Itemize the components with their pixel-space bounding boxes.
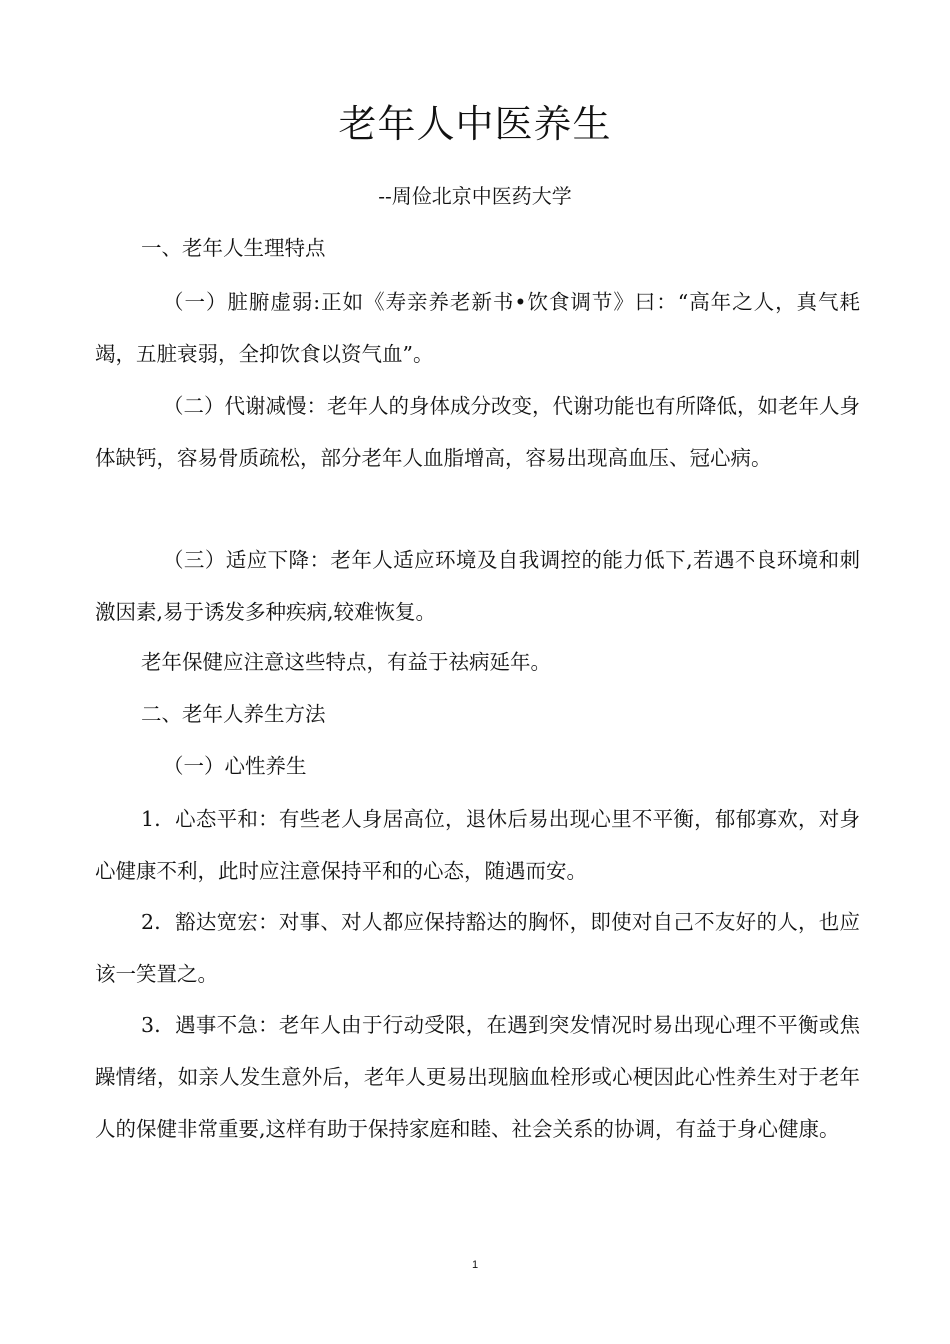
paragraph-1-3: （三）适应下降：老年人适应环境及自我调控的能力低下,若遇不良环境和刺激因素,易于诱发多种疾病,较难恢复。 xyxy=(95,548,860,624)
page-number: 1 xyxy=(471,1259,479,1271)
subsection-heading: （一）心性养生 xyxy=(163,754,307,778)
list-item-3: 3．遇事不急：老年人由于行动受限，在遇到突发情况时易出现心理不平衡或焦躁情绪，如亲人发生意外后，老年人更易出现脑血栓形或心梗因此心性养生对于老年人的保健非常重要,这样有助于保持家庭和睦、社会关系的协调，有益于身心健康。 xyxy=(95,1013,860,1141)
paragraph-1-1: （一）脏腑虚弱:正如《寿亲养老新书•饮食调节》曰：“高年之人，真气耗竭，五脏衰弱，全抑饮食以资气血”。 xyxy=(95,290,860,366)
list-item-1: 1．心态平和：有些老人身居高位，退休后易出现心里不平衡，郁郁寡欢，对身心健康不利，此时应注意保持平和的心态，随遇而安。 xyxy=(95,807,860,883)
paragraph-summary: 老年保健应注意这些特点，有益于祛病延年。 xyxy=(141,650,551,674)
section-heading-1: 一、老年人生理特点 xyxy=(141,236,326,260)
list-item-2: 2．豁达宽宏：对事、对人都应保持豁达的胸怀，即使对自己不友好的人，也应该一笑置之。 xyxy=(95,910,860,986)
section-heading-2: 二、老年人养生方法 xyxy=(141,702,326,726)
document-author: --周俭北京中医药大学 xyxy=(378,184,572,208)
document-title: 老年人中医养生 xyxy=(338,102,612,146)
paragraph-1-2: （二）代谢减慢：老年人的身体成分改变，代谢功能也有所降低，如老年人身体缺钙，容易骨质疏松，部分老年人血脂增高，容易出现高血压、冠心病。 xyxy=(95,394,860,470)
